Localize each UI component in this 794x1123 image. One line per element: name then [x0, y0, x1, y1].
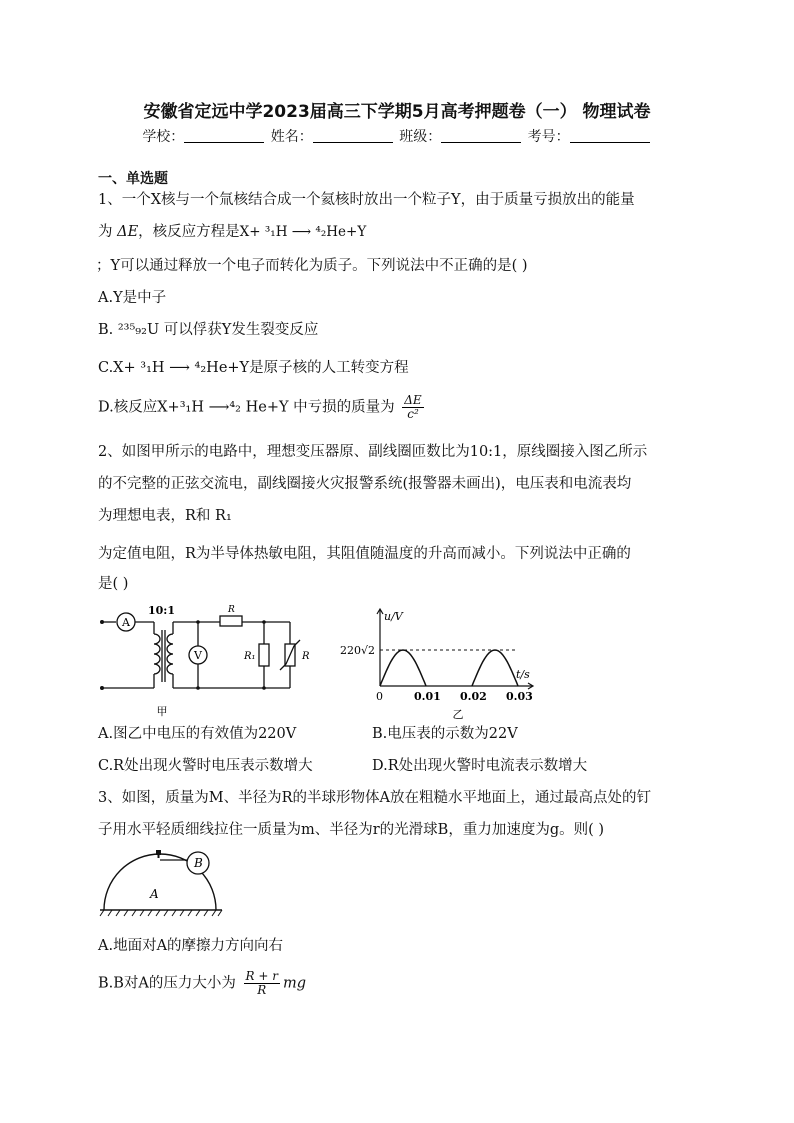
- x-tick-0.01: 0.01: [414, 690, 441, 703]
- q3-option-b[interactable]: [98, 970, 306, 997]
- q2-line1: 2、如图甲所示的电路中，理想变压器原、副线圈匝数比为10:1，原线圈接入图乙所示: [98, 444, 648, 460]
- x-tick-0: 0: [376, 690, 383, 703]
- figure-jia-caption: 甲: [156, 705, 168, 718]
- wave-half-cycle-2: [472, 650, 518, 686]
- x-tick-0.02: 0.02: [460, 690, 487, 703]
- r1-label: R₁: [244, 651, 256, 662]
- thermistor-label: R: [302, 651, 310, 662]
- name-blank[interactable]: [313, 128, 393, 143]
- q1-equation: X+ ³₁H ⟶ ⁴₂He+Y: [239, 224, 367, 240]
- ball-b-label: B: [194, 856, 203, 870]
- q1-option-d-fraction: [402, 394, 423, 421]
- q1-line1: 1、一个X核与一个氚核结合成一个氦核时放出一个粒子Y，由于质量亏损放出的能量: [98, 192, 635, 208]
- q3-option-b-mg: mg: [282, 975, 307, 992]
- section-single-choice: 一、单选题: [98, 171, 168, 187]
- ammeter-label: A: [122, 616, 130, 629]
- q2-option-d[interactable]: D.R处出现火警时电流表示数增大: [372, 758, 588, 774]
- q2-option-a[interactable]: A.图乙中电压的有效值为220V: [98, 726, 297, 742]
- q1-option-b[interactable]: B. ²³⁵₉₂U 可以俘获Y发生裂变反应: [98, 322, 319, 338]
- hemisphere-diagram: [98, 846, 228, 922]
- x-axis-label: t/s: [516, 668, 530, 681]
- q2-line2: 的不完整的正弦交流电，副线圈接火灾报警系统(报警器未画出)，电压表和电流表均: [98, 476, 632, 492]
- school-blank[interactable]: [184, 128, 264, 143]
- q1-option-c[interactable]: C.X+ ³₁H ⟶ ⁴₂He+Y是原子核的人工转变方程: [98, 360, 409, 376]
- exam-no-label: 考号：: [527, 129, 570, 145]
- hemisphere-a-label: A: [150, 887, 159, 901]
- voltmeter-label: V: [194, 649, 202, 662]
- exam-title: 安徽省定远中学2023届高三下学期5月高考押题卷（一） 物理试卷: [143, 102, 651, 122]
- peak-value-label: 220√2: [340, 644, 376, 657]
- q2-line5: 是( ): [98, 576, 129, 592]
- fraction-denominator: R: [257, 983, 267, 997]
- class-blank[interactable]: [441, 128, 521, 143]
- class-label: 班级：: [399, 129, 442, 145]
- q3-option-a[interactable]: A.地面对A的摩擦力方向向右: [98, 938, 284, 954]
- q3-option-b-text: B.B对A的压力大小为: [98, 975, 236, 992]
- q3-line1: 3、如图，质量为M、半径为R的半球形物体A放在粗糙水平地面上，通过最高点处的钉: [98, 790, 651, 806]
- q1-option-d-text: D.核反应X+³₁H ⟶⁴₂ He+Y 中亏损的质量为: [98, 399, 395, 416]
- wave-half-cycle-1: [380, 650, 426, 686]
- q2-line3: 为理想电表，R和 R₁: [98, 508, 232, 524]
- q3-line2: 子用水平轻质细线拉住一质量为m、半径为r的光滑球B，重力加速度为g。则( ): [98, 822, 605, 838]
- waveform-graph-yi: [336, 604, 542, 720]
- fraction-numerator: ΔE: [404, 393, 422, 407]
- figure-yi-caption: 乙: [452, 708, 464, 720]
- x-tick-0.03: 0.03: [506, 690, 533, 703]
- q1-delta-e: ΔE: [117, 224, 139, 240]
- q1-option-d[interactable]: [98, 394, 427, 421]
- q2-option-b[interactable]: B.电压表的示数为22V: [372, 726, 518, 742]
- exam-no-blank[interactable]: [570, 128, 650, 143]
- q2-option-c[interactable]: C.R处出现火警时电压表示数增大: [98, 758, 313, 774]
- q1-option-a[interactable]: A.Y是中子: [98, 290, 167, 306]
- fraction-denominator: c²: [407, 407, 419, 421]
- turns-ratio-label: 10:1: [148, 604, 176, 617]
- q3-option-b-fraction: [244, 970, 280, 997]
- q1-line2-prefix: 为: [98, 224, 113, 240]
- resistor-top-label: R: [228, 605, 235, 615]
- q1-line2: [98, 222, 366, 242]
- fraction-numerator: R + r: [245, 969, 278, 983]
- school-label: 学校：: [142, 129, 185, 145]
- q2-line4: 为定值电阻，R为半导体热敏电阻，其阻值随温度的升高而减小。下列说法中正确的: [98, 546, 631, 562]
- circuit-diagram-jia: [96, 602, 328, 720]
- name-label: 姓名：: [270, 129, 313, 145]
- q1-line3: ；Y可以通过释放一个电子而转化为质子。下列说法中不正确的是( ): [96, 258, 528, 274]
- student-info-line: [0, 126, 794, 146]
- q1-line2-mid: ，核反应方程是: [138, 224, 240, 240]
- nail-icon: [156, 850, 161, 855]
- y-axis-label: u/V: [384, 610, 403, 623]
